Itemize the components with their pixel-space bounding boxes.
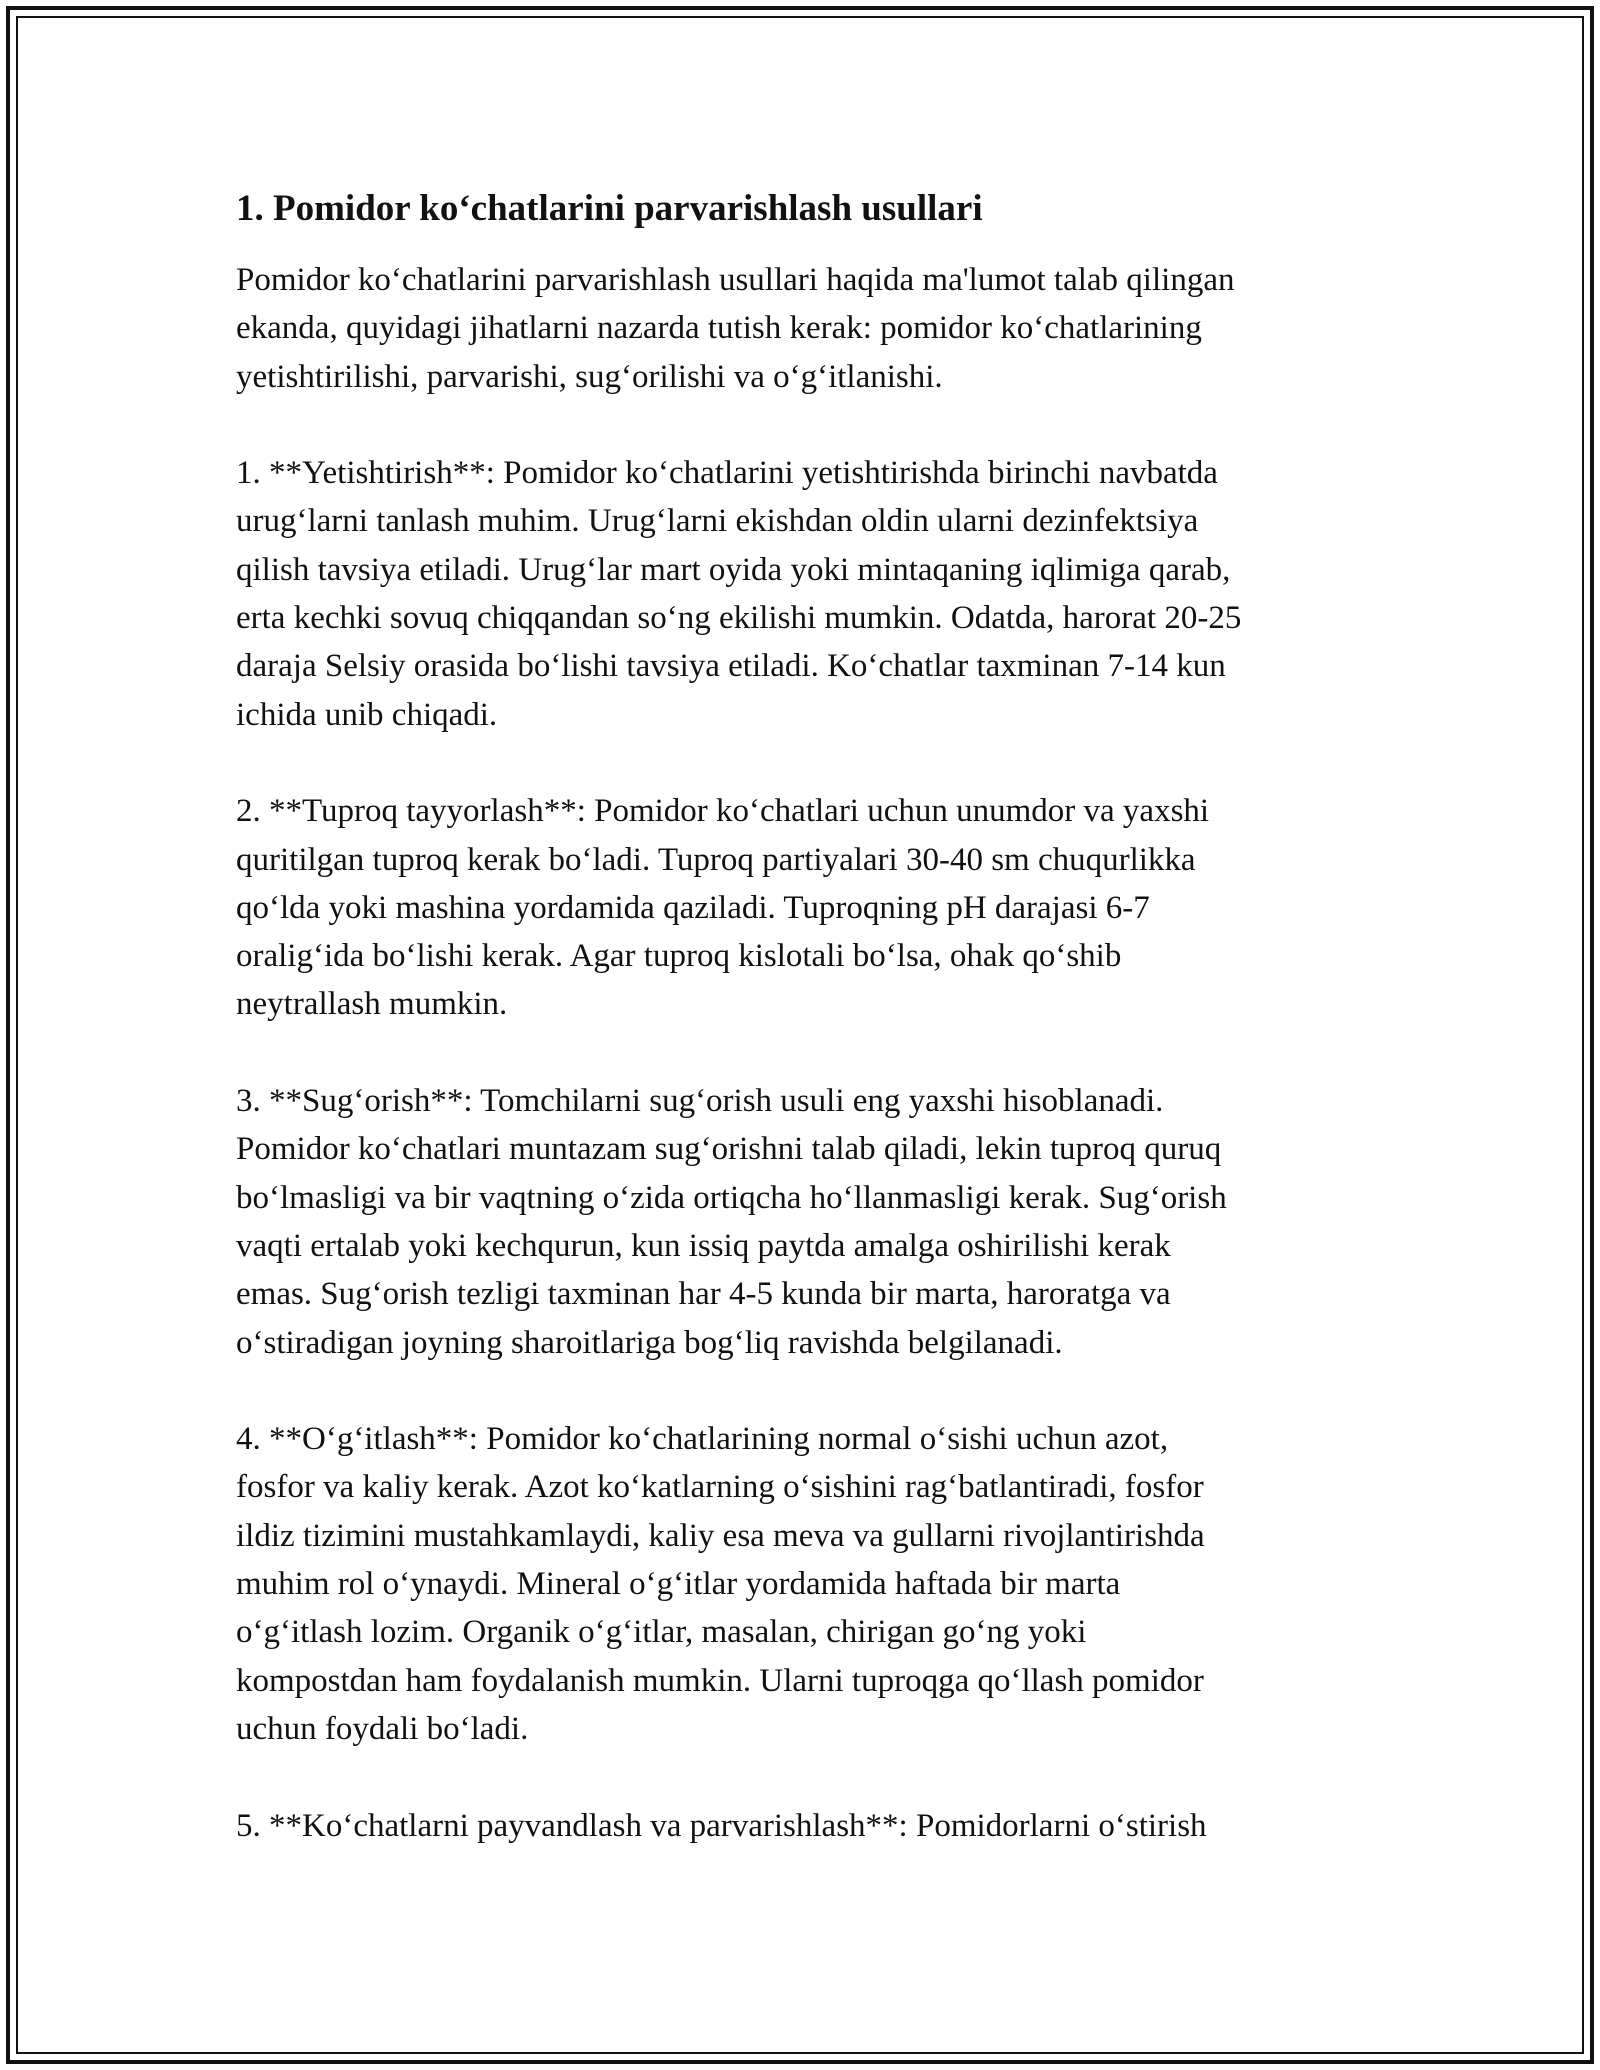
paragraph-line: 2. **Tuproq tayyorlash**: Pomidor ko‘chatlari uchun unumdor va yaxshi bbox=[236, 793, 1210, 830]
section-yetishtirish-paragraph bbox=[236, 449, 1356, 739]
paragraph-line: quritilgan tuproq kerak bo‘ladi. Tuproq partiyalari 30-40 sm chuqurlikka bbox=[236, 841, 1196, 878]
paragraph-line: erta kechki sovuq chiqqandan so‘ng ekilishi mumkin. Odatda, harorat 20-25 bbox=[236, 600, 1242, 637]
intro-paragraph bbox=[236, 256, 1356, 401]
paragraph-line: 3. **Sug‘orish**: Tomchilarni sug‘orish usuli eng yaxshi hisoblanadi. bbox=[236, 1083, 1164, 1120]
section-payvandlash-paragraph bbox=[236, 1802, 1356, 1850]
paragraph-line: kompostdan ham foydalanish mumkin. Ularni tuproqga qo‘llash pomidor bbox=[236, 1662, 1204, 1699]
paragraph-line: muhim rol o‘ynaydi. Mineral o‘g‘itlar yordamida haftada bir marta bbox=[236, 1566, 1121, 1603]
paragraph-line: yetishtirilishi, parvarishi, sug‘orilishi va o‘g‘itlanishi. bbox=[236, 358, 943, 395]
paragraph-line: emas. Sug‘orish tezligi taxminan har 4-5 kunda bir marta, haroratga va bbox=[236, 1276, 1171, 1313]
paragraph-line: bo‘lmasligi va bir vaqtning o‘zida ortiqcha ho‘llanmasligi kerak. Sug‘orish bbox=[236, 1179, 1227, 1216]
section-ogitlash-paragraph bbox=[236, 1415, 1356, 1753]
paragraph-line: qilish tavsiya etiladi. Urug‘lar mart oyida yoki mintaqaning iqlimiga qarab, bbox=[236, 551, 1231, 588]
paragraph-line: o‘stiradigan joyning sharoitlariga bog‘liq ravishda belgilanadi. bbox=[236, 1324, 1063, 1361]
paragraph-line: urug‘larni tanlash muhim. Urug‘larni ekishdan oldin ularni dezinfektsiya bbox=[236, 503, 1199, 540]
paragraph-line: oralig‘ida bo‘lishi kerak. Agar tuproq kislotali bo‘lsa, ohak qo‘shib bbox=[236, 938, 1122, 975]
paragraph-line: ildiz tizimini mustahkamlaydi, kaliy esa meva va gullarni rivojlantirishda bbox=[236, 1517, 1205, 1554]
paragraph-line: o‘g‘itlash lozim. Organik o‘g‘itlar, masalan, chirigan go‘ng yoki bbox=[236, 1614, 1087, 1651]
paragraph-line: Pomidor ko‘chatlari muntazam sug‘orishni talab qiladi, lekin tuproq quruq bbox=[236, 1131, 1222, 1168]
paragraph-line: uchun foydali bo‘ladi. bbox=[236, 1710, 529, 1747]
paragraph-line: qo‘lda yoki mashina yordamida qaziladi. Tuproqning pH darajasi 6-7 bbox=[236, 889, 1150, 926]
document-title: 1. Pomidor ko‘chatlarini parvarishlash usullari bbox=[236, 188, 983, 229]
paragraph-line: daraja Selsiy orasida bo‘lishi tavsiya etiladi. Ko‘chatlar taxminan 7-14 kun bbox=[236, 648, 1226, 685]
paragraph-line: fosfor va kaliy kerak. Azot ko‘katlarning o‘sishini rag‘batlantiradi, fosfor bbox=[236, 1469, 1204, 1506]
paragraph-line: 1. **Yetishtirish**: Pomidor ko‘chatlarini yetishtirishda birinchi navbatda bbox=[236, 455, 1218, 492]
section-tuproq-paragraph bbox=[236, 787, 1356, 1028]
section-sugorish-paragraph bbox=[236, 1077, 1356, 1367]
paragraph-line: ekanda, quyidagi jihatlarni nazarda tutish kerak: pomidor ko‘chatlarining bbox=[236, 310, 1202, 347]
paragraph-line: 4. **O‘g‘itlash**: Pomidor ko‘chatlarining normal o‘sishi uchun azot, bbox=[236, 1421, 1169, 1458]
paragraph-line: Pomidor ko‘chatlarini parvarishlash usullari haqida ma'lumot talab qilingan bbox=[236, 262, 1235, 298]
paragraph-line: 5. **Ko‘chatlarni payvandlash va parvarishlash**: Pomidorlarni o‘stirish bbox=[236, 1807, 1207, 1844]
paragraph-line: neytrallash mumkin. bbox=[236, 986, 508, 1023]
document-body bbox=[236, 186, 1356, 1898]
paragraph-line: vaqti ertalab yoki kechqurun, kun issiq paytda amalga oshirilishi kerak bbox=[236, 1227, 1171, 1264]
paragraph-line: ichida unib chiqadi. bbox=[236, 696, 498, 733]
